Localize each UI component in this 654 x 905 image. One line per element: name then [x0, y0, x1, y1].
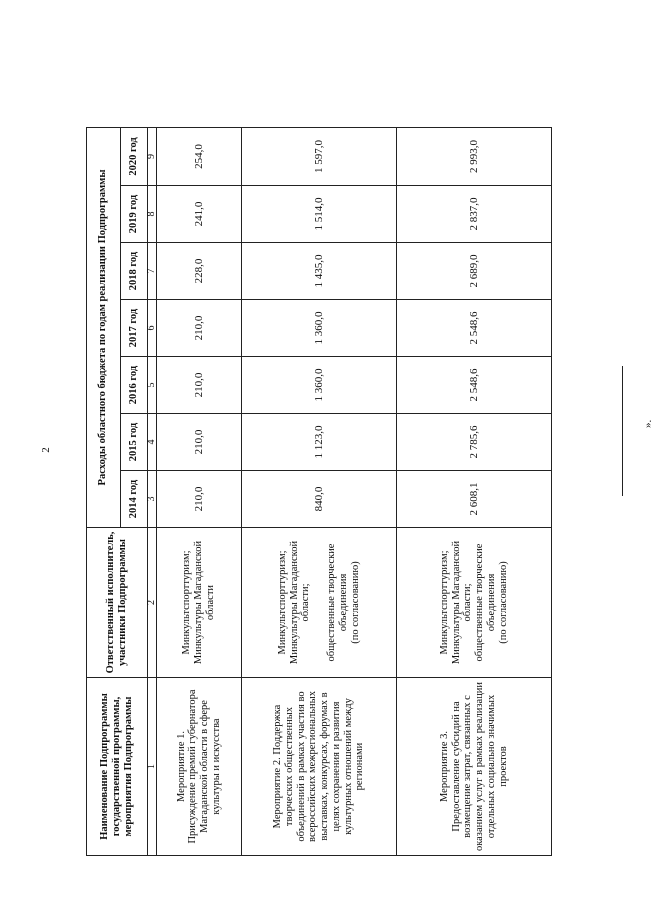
value-2018: 1 435,0: [242, 243, 397, 300]
activity-description: Присуждение премий губернатора Магаданской области в сфере культуры и искусства: [187, 689, 222, 844]
executor-line: Минкультуры Магаданской области;: [450, 540, 474, 665]
value-2017: 1 360,0: [242, 300, 397, 357]
value-2014: 840,0: [242, 471, 397, 528]
value-2017: 2 548,6: [397, 300, 552, 357]
year-2019: 2019 год: [120, 186, 147, 243]
executor-cell: [157, 528, 242, 678]
executor-line: общественные творческие объединения: [326, 543, 349, 662]
year-2014: 2014 год: [120, 471, 147, 528]
value-2019: 241,0: [157, 186, 242, 243]
executor-line: общественные творческие объединения: [474, 543, 497, 662]
col-number: 2: [148, 528, 157, 678]
header-row: [87, 127, 121, 855]
rotated-page-content: [86, 54, 654, 856]
year-2015: 2015 год: [120, 414, 147, 471]
activity-title: Мероприятие 3.: [438, 730, 450, 803]
value-2018: 2 689,0: [397, 243, 552, 300]
header-expenses: Расходы областного бюджета по годам реализации Подпрограммы: [87, 127, 121, 527]
activity-cell: [157, 678, 242, 856]
year-2016: 2016 год: [120, 357, 147, 414]
activity-title: Мероприятие 2. Поддержка: [272, 704, 283, 829]
header-executor: Ответственный исполнитель, участники Подпрограммы: [87, 528, 148, 678]
executor-line: Минкультуры Магаданской области: [193, 540, 216, 665]
value-2020: 1 597,0: [242, 127, 397, 185]
value-2014: 210,0: [157, 471, 242, 528]
value-2019: 2 837,0: [397, 186, 552, 243]
value-2016: 210,0: [157, 357, 242, 414]
page-number: 2: [40, 447, 52, 453]
value-2015: 2 785,6: [397, 414, 552, 471]
col-number: 9: [148, 127, 157, 185]
year-2020: 2020 год: [120, 127, 147, 185]
executor-line: Минкультспорттуризм;: [181, 550, 193, 655]
closing-mark: ».: [642, 419, 654, 428]
value-2020: 254,0: [157, 127, 242, 185]
executor-cell: [397, 528, 552, 678]
col-number: 6: [148, 300, 157, 357]
col-number: 5: [148, 357, 157, 414]
value-2018: 228,0: [157, 243, 242, 300]
expenses-table: [86, 127, 552, 856]
year-2017: 2017 год: [120, 300, 147, 357]
col-number: 4: [148, 414, 157, 471]
activity-title: Мероприятие 1.: [175, 730, 187, 803]
executor-cell: [242, 528, 397, 678]
activity-cell: [397, 678, 552, 856]
value-2014: 2 608,1: [397, 471, 552, 528]
value-2020: 2 993,0: [397, 127, 552, 185]
executor-line: Минкультспорттуризм;: [276, 550, 288, 655]
table-row: [157, 127, 242, 855]
value-2015: 210,0: [157, 414, 242, 471]
col-number: 1: [148, 678, 157, 856]
closing-line: [622, 366, 623, 496]
value-2019: 1 514,0: [242, 186, 397, 243]
executor-line: (по согласованию): [497, 561, 509, 644]
activity-cell: [242, 678, 397, 856]
executor-line: (по согласованию): [349, 561, 361, 644]
value-2016: 1 360,0: [242, 357, 397, 414]
value-2017: 210,0: [157, 300, 242, 357]
col-number: 3: [148, 471, 157, 528]
col-number: 7: [148, 243, 157, 300]
header-name: Наименование Подпрограммы государственной программы, мероприятия Подпрограммы: [87, 678, 148, 856]
activity-description: Предоставление субсидий на возмещение затрат, связанных с оказанием услуг в рамках реализации отдельных социально значимых проектов: [450, 681, 509, 852]
executor-line: Минкультспорттуризм;: [438, 550, 450, 655]
activity-description: творческих общественных объединений в рамках участия во всероссийских межрегиональных выставках, конкурсах, форумах в целях сохранения и развития культурных отношений между регионами: [283, 691, 366, 842]
table-row: [397, 127, 552, 855]
value-2016: 2 548,6: [397, 357, 552, 414]
column-numbers-row: [148, 127, 157, 855]
value-2015: 1 123,0: [242, 414, 397, 471]
executor-line: Минкультуры Магаданской области;: [288, 540, 312, 665]
table-row: [242, 127, 397, 855]
col-number: 8: [148, 186, 157, 243]
year-2018: 2018 год: [120, 243, 147, 300]
